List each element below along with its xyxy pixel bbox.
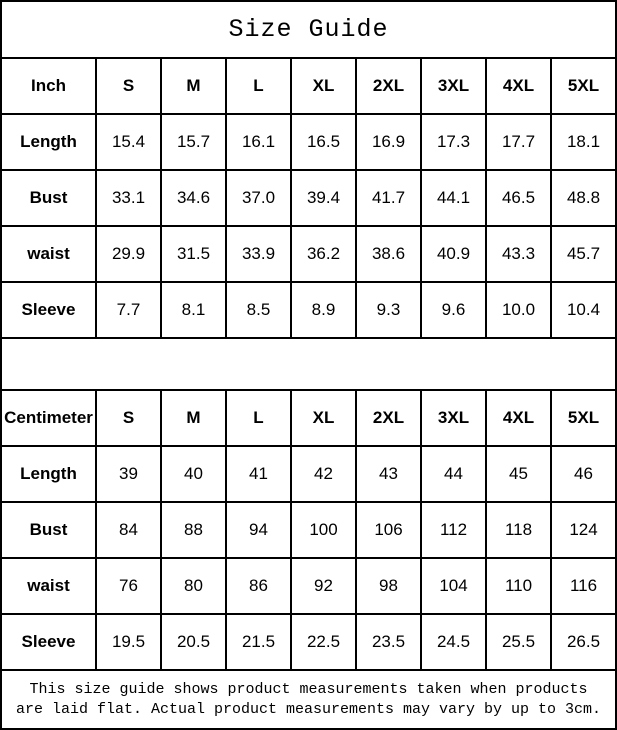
table-row [1,170,616,226]
table-header-row [1,58,616,114]
footer-note [0,671,617,730]
measurement-value-cell: 19.5 [96,614,161,670]
page-title: Size Guide [0,0,617,57]
footer-note-line: are laid flat. Actual product measurements may vary by up to 3cm. [15,700,602,718]
measurement-value-cell: 15.4 [96,114,161,170]
measurement-value-cell: 41.7 [356,170,421,226]
table-row [1,282,616,338]
measurement-value-cell: 23.5 [356,614,421,670]
measurement-value-cell: 39 [96,446,161,502]
table-row [1,502,616,558]
size-header-cell: 2XL [356,58,421,114]
measurement-value-cell: 21.5 [226,614,291,670]
measurement-value-cell: 94 [226,502,291,558]
measurement-value-cell: 40 [161,446,226,502]
measurement-value-cell: 31.5 [161,226,226,282]
measurement-value-cell: 100 [291,502,356,558]
size-header-cell: 4XL [486,58,551,114]
measurement-value-cell: 39.4 [291,170,356,226]
unit-header-cell: Centimeter [1,390,96,446]
measurement-value-cell: 43.3 [486,226,551,282]
size-header-cell: S [96,58,161,114]
size-header-cell: 4XL [486,390,551,446]
measurement-label-cell: Bust [1,170,96,226]
measurement-value-cell: 26.5 [551,614,616,670]
measurement-value-cell: 45 [486,446,551,502]
measurement-label-cell: Length [1,446,96,502]
measurement-value-cell: 10.0 [486,282,551,338]
measurement-value-cell: 46.5 [486,170,551,226]
measurement-value-cell: 18.1 [551,114,616,170]
unit-header-cell: Inch [1,58,96,114]
table-row [1,558,616,614]
footer-note-line: This size guide shows product measurements taken when products [29,680,588,698]
table-header-row [1,390,616,446]
size-header-cell: 5XL [551,390,616,446]
measurement-value-cell: 43 [356,446,421,502]
size-header-cell: M [161,390,226,446]
measurement-value-cell: 20.5 [161,614,226,670]
inch-size-table [0,57,617,339]
measurement-value-cell: 16.5 [291,114,356,170]
table-row [1,614,616,670]
measurement-value-cell: 98 [356,558,421,614]
measurement-value-cell: 42 [291,446,356,502]
measurement-value-cell: 34.6 [161,170,226,226]
measurement-value-cell: 17.7 [486,114,551,170]
measurement-value-cell: 8.5 [226,282,291,338]
measurement-value-cell: 110 [486,558,551,614]
measurement-value-cell: 116 [551,558,616,614]
measurement-value-cell: 38.6 [356,226,421,282]
measurement-value-cell: 41 [226,446,291,502]
table-row [1,226,616,282]
size-header-cell: 3XL [421,390,486,446]
measurement-label-cell: Bust [1,502,96,558]
measurement-value-cell: 8.9 [291,282,356,338]
measurement-value-cell: 112 [421,502,486,558]
size-header-cell: XL [291,58,356,114]
size-header-cell: 3XL [421,58,486,114]
measurement-value-cell: 45.7 [551,226,616,282]
size-header-cell: 5XL [551,58,616,114]
measurement-value-cell: 33.9 [226,226,291,282]
measurement-label-cell: waist [1,226,96,282]
measurement-label-cell: Sleeve [1,614,96,670]
measurement-value-cell: 118 [486,502,551,558]
measurement-value-cell: 40.9 [421,226,486,282]
measurement-value-cell: 44 [421,446,486,502]
size-header-cell: 2XL [356,390,421,446]
measurement-value-cell: 86 [226,558,291,614]
size-header-cell: XL [291,390,356,446]
measurement-label-cell: Length [1,114,96,170]
measurement-value-cell: 24.5 [421,614,486,670]
size-header-cell: L [226,58,291,114]
measurement-value-cell: 10.4 [551,282,616,338]
centimeter-size-table [0,389,617,671]
measurement-value-cell: 44.1 [421,170,486,226]
measurement-value-cell: 7.7 [96,282,161,338]
measurement-value-cell: 48.8 [551,170,616,226]
measurement-value-cell: 104 [421,558,486,614]
measurement-value-cell: 76 [96,558,161,614]
size-header-cell: L [226,390,291,446]
measurement-value-cell: 92 [291,558,356,614]
measurement-value-cell: 80 [161,558,226,614]
measurement-value-cell: 25.5 [486,614,551,670]
measurement-value-cell: 29.9 [96,226,161,282]
measurement-value-cell: 37.0 [226,170,291,226]
measurement-label-cell: waist [1,558,96,614]
measurement-value-cell: 15.7 [161,114,226,170]
measurement-value-cell: 88 [161,502,226,558]
measurement-value-cell: 124 [551,502,616,558]
measurement-value-cell: 46 [551,446,616,502]
size-header-cell: S [96,390,161,446]
measurement-value-cell: 22.5 [291,614,356,670]
measurement-value-cell: 17.3 [421,114,486,170]
table-row [1,114,616,170]
measurement-value-cell: 9.6 [421,282,486,338]
measurement-value-cell: 106 [356,502,421,558]
measurement-value-cell: 9.3 [356,282,421,338]
measurement-value-cell: 36.2 [291,226,356,282]
table-spacer-row [0,339,617,389]
size-header-cell: M [161,58,226,114]
measurement-label-cell: Sleeve [1,282,96,338]
measurement-value-cell: 16.9 [356,114,421,170]
measurement-value-cell: 84 [96,502,161,558]
measurement-value-cell: 8.1 [161,282,226,338]
measurement-value-cell: 33.1 [96,170,161,226]
table-row [1,446,616,502]
measurement-value-cell: 16.1 [226,114,291,170]
